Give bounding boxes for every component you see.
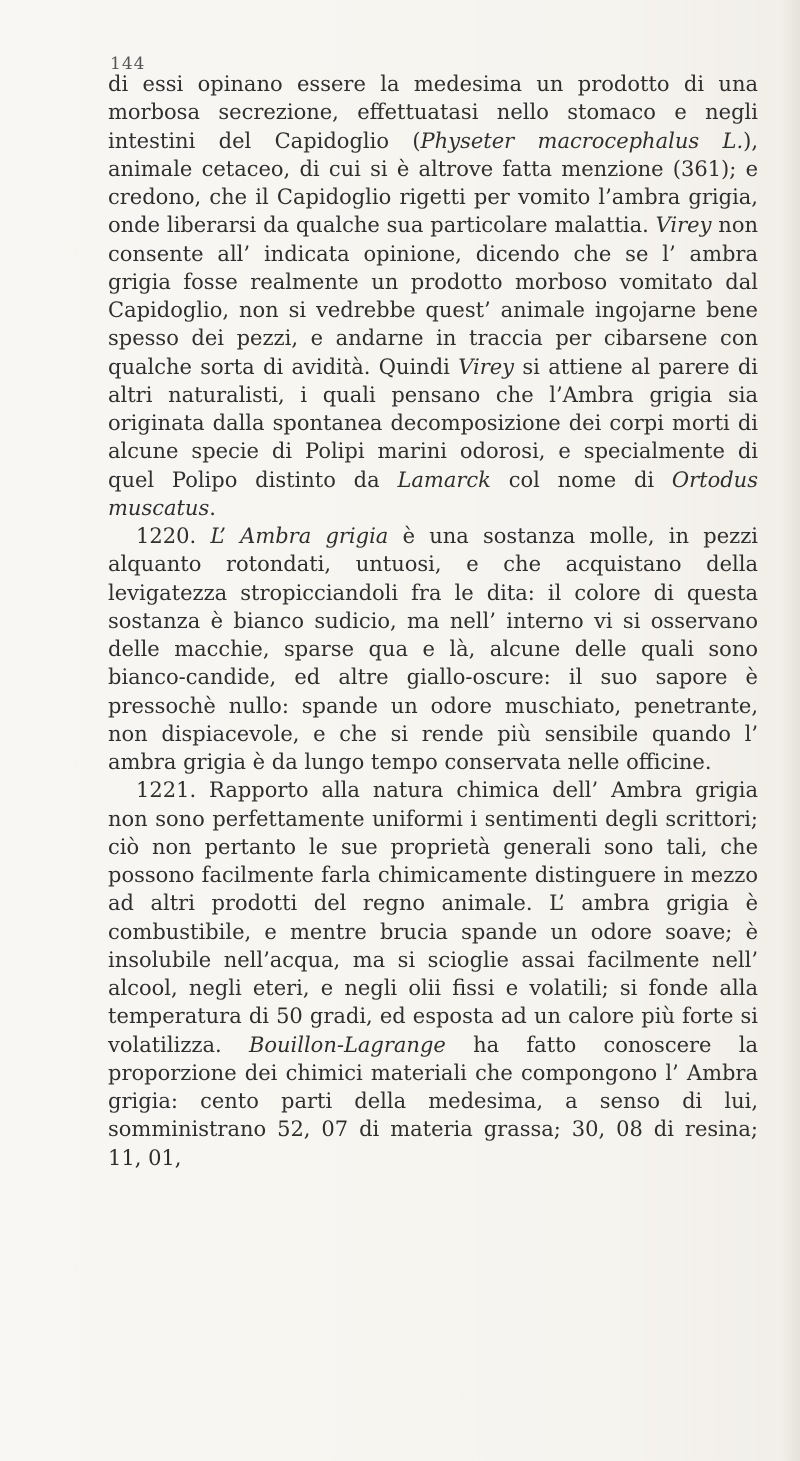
species-name: Ortodus muscatus: [108, 467, 758, 520]
section-heading-ambra-grigia: L’ Ambra grigia: [210, 524, 389, 548]
paragraph-opening: [108, 70, 758, 522]
page-text: [108, 70, 758, 1172]
paragraph-1-text-5: col nome di: [490, 467, 672, 492]
page-edge-shadow: [782, 0, 800, 1461]
author-name-virey: Virey: [655, 213, 712, 238]
paragraph-1-text-4: si attiene al parere di altri naturalisti, i quali pensano che l’Ambra grigia sia originata dalla spontanea decomposizione dei corpi morti di alcune specie di Polipi marini odorosi, e specialmente di quel Polipo distinto da: [108, 354, 758, 492]
paragraph-1-text-1: di essi opinano essere la medesima un prodotto di una morbosa secrezione, effettuatasi nello stomaco e negli intestini del Capidoglio (: [108, 72, 758, 153]
author-name-bouillon-lagrange: Bouillon-Lagrange: [248, 1032, 446, 1057]
paragraph-1-text-2: ), animale cetaceo, di cui si è altrove fatta menzione (361); e credono, che il Capidoglio rigetti per vomito l’ambra grigia, onde liberarsi da qualche sua particolare malattia.: [108, 128, 758, 238]
author-name-lamarck: Lamarck: [397, 467, 491, 492]
paragraph-1221-end: ha fatto conoscere la proporzione dei chimici materiali che compongono l’ Ambra grigia: cento parti della medesima, a senso di lui, somministrano 52, 07 di materia grassa; 30, 08 di resina; 11, 01,: [108, 1032, 758, 1170]
paragraph-1221: [108, 776, 758, 1172]
author-name-virey-second: Virey: [458, 354, 515, 379]
scientific-name: Physeter macrocephalus L.: [420, 128, 744, 153]
paragraph-1221-body: 1221. Rapporto alla natura chimica dell’ Ambra grigia non sono perfettamente uniformi i sentimenti degli scrittori; ciò non pertanto le sue proprietà generali sono tali, che possono facilmente farla chimicamente distinguere in mezzo ad altri prodotti del regno animale. L’ ambra grigia è combustibile, e mentre brucia spande un odore soave; è insolubile nell’acqua, ma si scioglie assai facilmente nell’ alcool, negli eteri, e negli olii fissi e volatili; si fonde alla temperatura di 50 gradi, ed esposta ad un calore più forte si volatilizza.: [108, 778, 758, 1057]
paragraph-1-text-3: non consente all’ indicata opinione, dicendo che se l’ ambra grigia fosse realmente un prodotto morboso vomitato dal Capidoglio, non si vedrebbe quest’ animale ingojarne bene spesso dei pezzi, e andarne in traccia per cibarsene con qualche sorta di avidità. Quindi: [108, 213, 758, 379]
page-number: 144: [110, 54, 146, 74]
paragraph-1-text-6: .: [209, 495, 216, 520]
paragraph-1220: [108, 522, 758, 776]
paragraph-1220-body: è una sostanza molle, in pezzi alquanto rotondati, untuosi, e che acquistano della levigatezza stropicciandoli fra le dita: il colore di questa sostanza è bianco sudicio, ma nell’ interno vi si osservano delle macchie, sparse qua e là, alcune delle quali sono bianco-candide, ed altre giallo-oscure: il suo sapore è pressochè nullo: spande un odore muschiato, penetrante, non dispiacevole, e che si rende più sensibile quando l’ ambra grigia è da lungo tempo conservata nelle officine.: [108, 524, 758, 774]
section-number-1220: 1220.: [136, 524, 211, 548]
